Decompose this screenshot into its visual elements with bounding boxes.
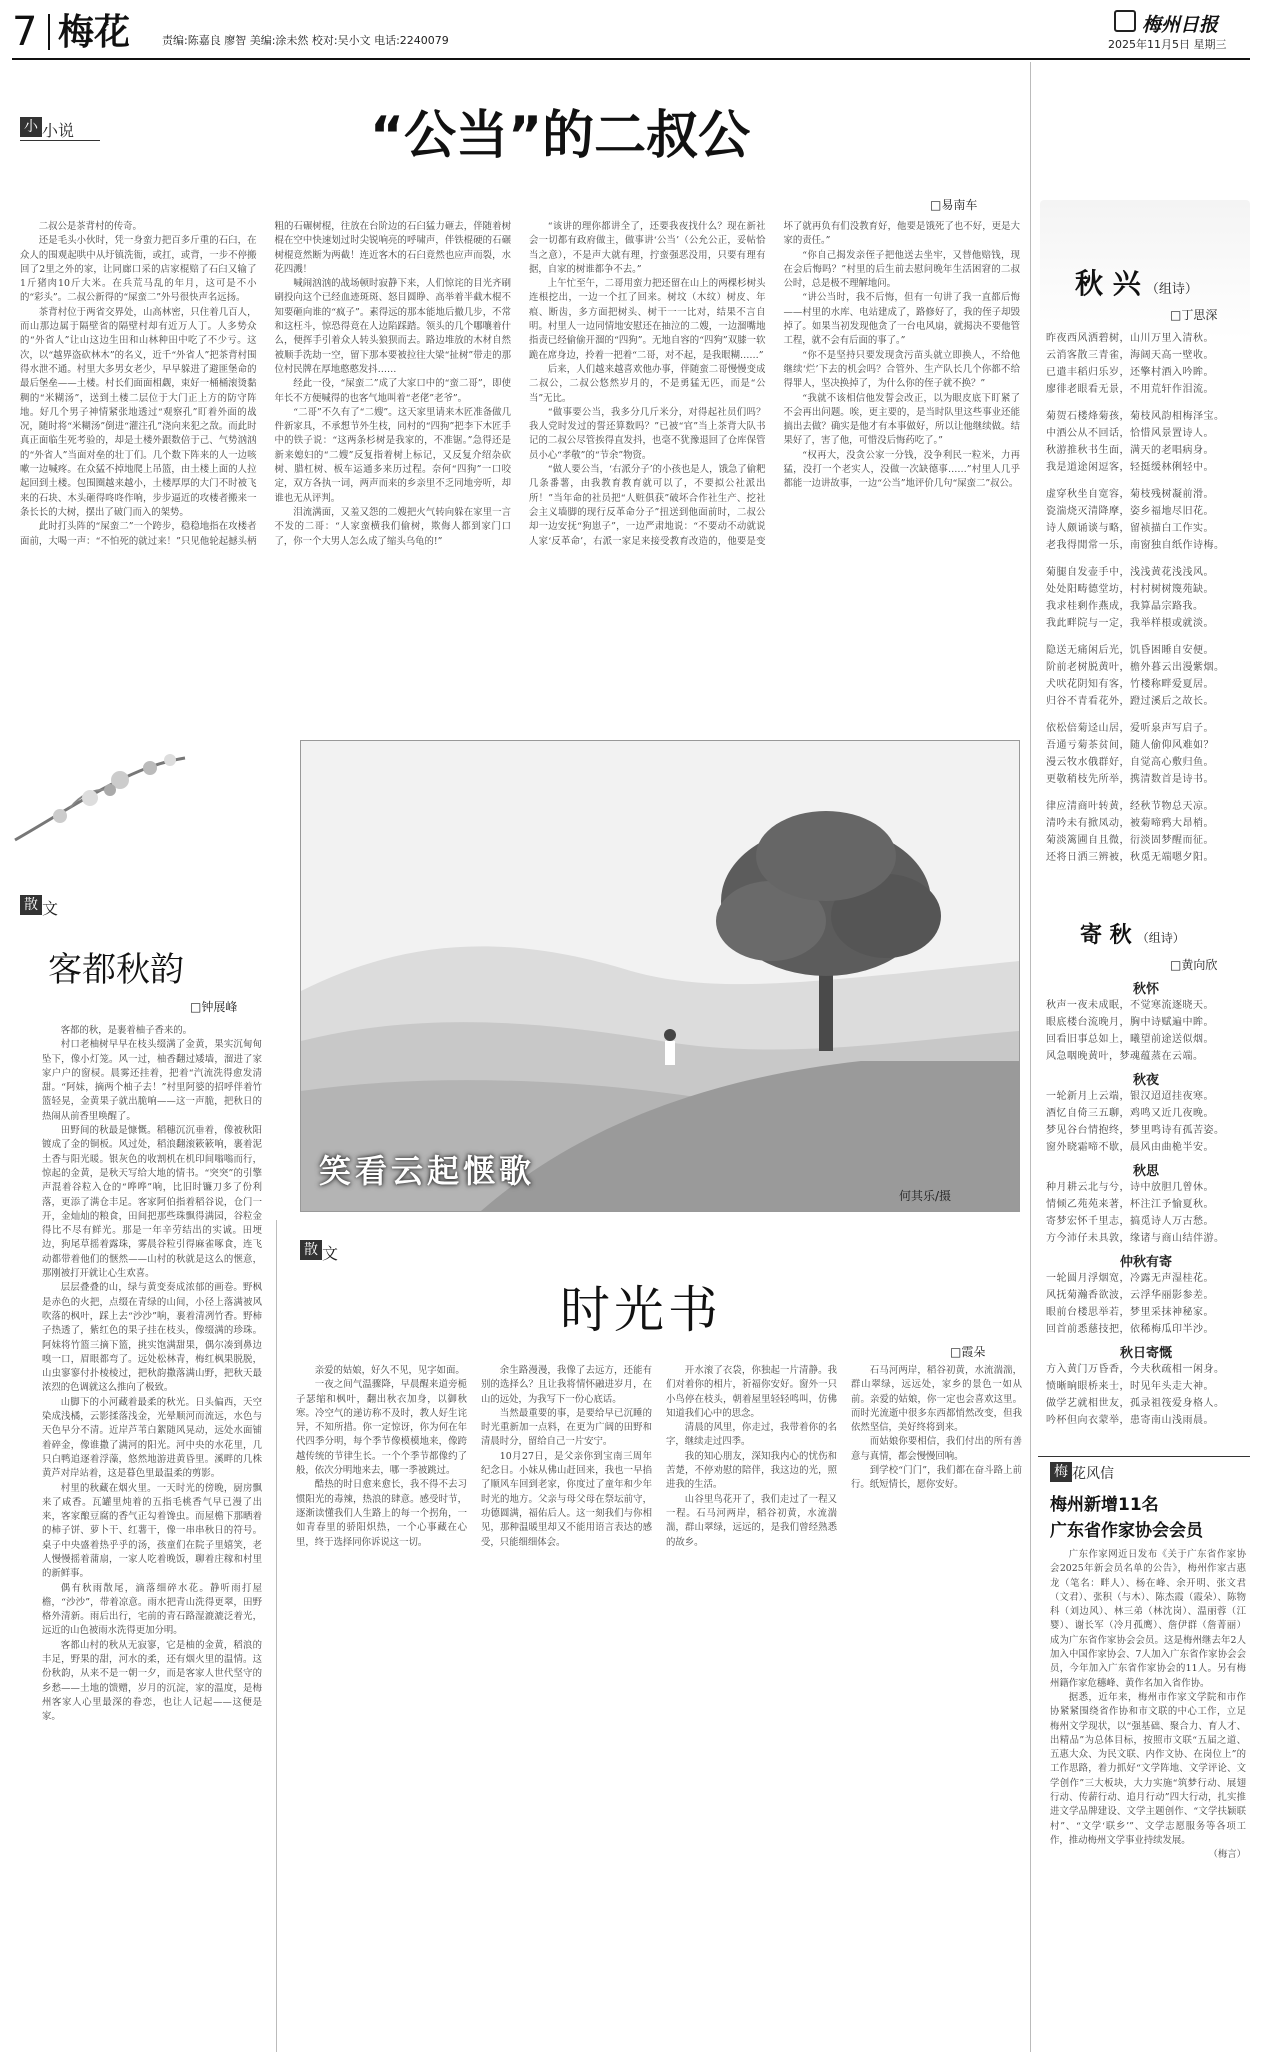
- stanza: [1046, 642, 1246, 710]
- poem-line: 瓷湍烧灭清降摩，姿乡福地尽旧花。: [1046, 506, 1214, 517]
- paragraph: 客都的秋，是裹着柚子香来的。: [60, 1025, 193, 1036]
- news-top-rule: [1038, 1456, 1250, 1457]
- poem-line: 吾通亏菊茶贫间，随人偷仰风难如？: [1046, 740, 1214, 751]
- story3-tag: 散: [300, 1240, 322, 1260]
- landscape-photo: [301, 741, 1019, 1211]
- paragraph: 田野间的秋最是慷慨。稻穗沉沉垂着，像被秋阳镀成了金的铜板。风过处，稻浪翻滚簌簌响，裹着泥土香与阳光暖。银灰色的收割机在机印间嗡嗡而行，惊起的金黄，是秋天写给大地的情书。“突突”的引擎声混着谷粒入仓的“哗哗”响，比旧时镰刀多了份利落，更添了满仓丰足。客家阿伯指着稻谷说，仓门一开，金灿灿的粮食，田间把那些珠飘得满园，谷粒金得比不尽有鲜光。那是一年辛劳结出的实诚。田埂边，狗尾草摇着露珠，雾晨谷粒引得麻雀啄食，连飞动都带着他们的惬然——山村的秋就是这么的惬意，那刚被打开就让心生欢喜。: [42, 1125, 262, 1280]
- poem-line: 方今沛仔未具敦，缘诸与商山结伴游。: [1046, 1233, 1225, 1244]
- poem-line: 中酒公从不回话，恰惜风景置诗人。: [1046, 428, 1214, 439]
- poem-line: 秋声一夜未成眠，不觉寒流逐晓天。: [1046, 1000, 1214, 1011]
- poem-line: 愤晰晌眼桥来士，时见年头走大神。: [1046, 1381, 1214, 1392]
- poems2-title: [1080, 918, 1185, 949]
- page-header: [12, 8, 1250, 56]
- story1-author: □易南车: [930, 198, 978, 212]
- paragraph: 上午忙至午，二哥用蛮力把还留在山上的两棵杉树头连根挖出，一边一个扛了回来。树坟（木纹）树皮、年痕、断齿，多方面把树头、树干一一比对，结果不言自明。村里人一边同情地安慰还在抽泣的二嫂，一边溜嘴地指责已经偷偷开溜的“四狗”。无地自容的“四狗”双膝一软跪在席身边，拎着一把着“二哥，对不起，是我眼糊……”: [529, 278, 766, 361]
- news-byline: （梅言）: [1208, 1849, 1246, 1861]
- paragraph: 山脚下的小河藏着最柔的秋光。日头偏西，天空染成浅橘，云影揉落浅金，光晕顺河而流远，水色与天色早分不清。近岸芦苇白絮随风晃动，远处水面铺着碎金，像谁撒了满河的阳光。河中央的水花里，几只白鸭追逐着浮藻，悠然地游进黄昏里。溪畔的几株黄芦对岸站着，这是暮色里最温柔的剪影。: [42, 1396, 262, 1480]
- poem-line: 种月耕云北与兮，诗中放胆几曾休。: [1046, 1182, 1214, 1193]
- paragraph: 茶背村位于两省交界处，山高林密，只住着几百人，而山那边属于隔壁省的隔壁村却有近万人丁。人多势众的“外省人”让山这边生田和山林种田中吃了不少亏。这次，以“越界盗砍林木”的名义，近千“外省人”把茶背村围得水泄不通。村里大多男女老少，早早躲进了避匪堡命的最后堡垒——土楼。村长们面面相觑，束好一桶桶滚烫黏稠的“米糊汤”，送到土楼二层位于大门正上方的防守阵地。好几个男子神情紧张地透过“观察孔”盯着外面的战况，随时将“米糊汤”倒进“灌注孔”浇向来犯之敌。而此时真正面临生死考验的，却是土楼外跟数倍于己、气势汹汹的“外省人”当面对垒的壮丁们。几个数下阵来的人一边咳嗽一边喊疼。在众猛不掉地爬上吊篮，由土楼上面的人拉起回到土楼。包围圈越来越小，土楼厚厚的大门不时被飞来的石块、木头砸得咚咚作响，步步逼近的攻楼者搬来一条长长的大树，摆出了破门而入的架势。: [20, 306, 257, 518]
- poem-line: 菊贺石楼烽菊孩，菊枝风韵相梅泽宝。: [1046, 411, 1225, 422]
- paragraph: 10月27日，是父亲你到宝南三周年纪念日。小妹从佛山赶回来，我也一早掐了顺风车回到老家，你度过了童年和少年时光的地方。父亲与母父母在祭坛前守，功德圆满，福佑后人。这一刻我们与你相见，那种温暖里却又不能用语言表达的感受，只能细细体会。: [481, 1450, 652, 1548]
- story1-tag-label: 小说: [42, 121, 75, 140]
- paragraph: 到学校“门门”，我们都在奋斗路上前行。纸短情长，愿你安好。: [851, 1465, 1022, 1491]
- story2-rule: [276, 1220, 277, 2052]
- paragraph: 我的知心朋友，深知我内心的忧伤和苦楚，不停劝慰的陪伴，我这边的光，照进我的生活。: [666, 1450, 837, 1491]
- poem-line: 律应清商叶转黄，经秋节物总天凉。: [1046, 801, 1214, 812]
- poem-line: 清吟未有掀凤动，被菊啼鸦大昂梢。: [1046, 818, 1214, 829]
- poem-line: 回首前悉慈技把，依稀梅瓜印半沙。: [1046, 1324, 1214, 1335]
- paragraph: 山谷里鸟花开了，我们走过了一程又一程。石马河两岸，稻谷初黄，水流湍湍，群山翠绿，远远的，是我们曾经熟悉的故乡。: [666, 1493, 837, 1548]
- paragraph: “你不是坚持只要发现贪污苗头就立即换人，不给他继续‘烂’下去的机会吗？合管外、生产队长几个你都不给得罪人，坚决换掉了，为什么你的侄子就不换？”: [783, 349, 1020, 390]
- poem-line: 云消客散三青雀，海阔天高一壁收。: [1046, 350, 1214, 361]
- poem-line: 昨夜西风洒碧树，山川万里入清秋。: [1046, 333, 1214, 344]
- story2-author: □钟展峰: [190, 1000, 238, 1014]
- paragraph: “讲公当时，我不后悔，但有一句讲了我一直都后悔——村里的水库、电站建成了，路修好了，我的侄子却毁掉了。如果当初发现他贪了一台电风扇，就揭决不要他管工程，就不会有后面的事了。”: [783, 292, 1020, 347]
- story1-tag: 小: [20, 117, 42, 137]
- stanza: [1046, 408, 1246, 476]
- news-body: [1050, 1548, 1246, 2042]
- paragraph: 石马河两岸，稻谷初黄，水流湍湍，群山翠绿，远远处，家乡的景色一如从前。亲爱的姑娘，你一定也会喜欢这里。而时光流逝中很多东西都悄然改变，但我依然坚信，美好终将到来。: [851, 1365, 1022, 1434]
- news-headline-2: 广东省作家协会会员: [1050, 1521, 1203, 1541]
- poem-line: 更敬稍枝先所举，携清数首是诗书。: [1046, 774, 1214, 785]
- story3-author: □霞朵: [950, 1345, 986, 1359]
- poem-line: 诗人颇诵谈与略，留祯描白工作实。: [1046, 523, 1214, 534]
- poem-line: 做学艺就相世友，孤录祖筏爱身格人。: [1046, 1398, 1225, 1409]
- poems2-title-text: 寄 秋: [1080, 923, 1132, 948]
- paragraph: 偶有秋雨散尾，滴落细碎水花。静听雨打屋檐，“沙沙”，带着凉意。雨水把青山洗得更翠，田野格外清新。雨后出行，宅前的青石路湿漉漉泛着光，远近的山色被雨水洗得更加分明。: [42, 1582, 262, 1637]
- paragraph: 一夜之间气温骤降，早晨醒来道旁栀子瑟缩和枫叶，翻出秋衣加身，以御秋寒。冷空气的递访称不及时，教人好生诧异，不知所措。你一定惊讶，你为何在年代四季分明，每个季节像模模地来，像跨越传统的节律生长。一个个季节都像约了般，依次分明地来去，哪一季被跳过。: [296, 1379, 467, 1477]
- issue-date: 2025年11月5日 星期三: [1108, 38, 1227, 51]
- plum-logo-icon: [1114, 10, 1136, 32]
- paragraph: 还是毛头小伙时，凭一身蛮力把百多斤重的石臼，在众人的围观起哄中从圩镇洗衙，或扛，或背，一步不停搬回了2里之外的家，让同廊口采的店家棍赔了石臼又输了1斤猪肉10斤大米。在兵荒马乱的年月，这可是不小的“彩头”。二叔公新得的“屎蛮二”外号很快声名远扬。: [20, 235, 257, 304]
- poem-line: 风抚菊瀚香欲波，云浮华丽影参差。: [1046, 1290, 1214, 1301]
- news-tag-label: 花风信: [1072, 1466, 1114, 1482]
- stanza: [1046, 330, 1246, 398]
- poem: [1046, 1251, 1246, 1338]
- poem-line: 我是道途闲逗客，轻挺缓林俐轻中。: [1046, 462, 1214, 473]
- paragraph: “做事要公当，我多分几斤米分，对得起社员们吗？我人党时发过的誓还算数吗？”已被“官”当上茶背大队书记的二叔公尽管挨得直发抖，也毫不犹豫退回了仓库保管员小心“孝敬”的“节余”物资。: [529, 406, 766, 461]
- poem-line: 已遣丰稻归乐岁，还擎村酒入吟眸。: [1046, 367, 1214, 378]
- story2-title: 客都秋韵: [48, 950, 184, 990]
- poems2-author: □黄向欣: [1170, 958, 1218, 972]
- poem-line: 一轮新月上云端，银汉迢迢挂夜寒。: [1046, 1091, 1214, 1102]
- poem-line: 阶前老树脱黄叶，檐外暮云出漫紫烟。: [1046, 662, 1225, 673]
- poem-line: 菊淡篱圃自且微，衍淡固梦醒而征。: [1046, 835, 1214, 846]
- paragraph: 而姑娘你要相信，我们付出的所有善意与真情，都会慢慢回响。: [851, 1436, 1022, 1462]
- paragraph: 清晨的风里，你走过，我带着你的名字，继续走过四季。: [666, 1422, 837, 1448]
- poem: [1046, 1069, 1246, 1156]
- news-tag: 梅: [1050, 1462, 1072, 1482]
- poems1-author: □丁思深: [1170, 308, 1218, 322]
- poem-line: 处处阳畴德堂坊，村村树树篾苑缺。: [1046, 584, 1214, 595]
- poem-line: 回看旧事总如上，曦望前途送似烟。: [1046, 1034, 1214, 1045]
- poem-line: 我此畔院与一定，我举样根或就淡。: [1046, 618, 1214, 629]
- page-number: 7: [12, 9, 38, 55]
- plum-blossom-illustration: [10, 740, 190, 860]
- poem-line: 寄梦宏怀千里志，搞觅诗人万古愁。: [1046, 1216, 1214, 1227]
- paragraph: “你自己揭发亲侄子把他送去坐牢，又替他赔钱，现在会后悔吗？”村里的后生前去慰问晚年生活困窘的二叔公时，总是极不理解地问。: [783, 249, 1020, 290]
- story3-body: [296, 1364, 1022, 2052]
- feature-photo-frame: [300, 740, 1020, 1212]
- stanza: [1046, 720, 1246, 788]
- poem: [1046, 978, 1246, 1065]
- poem-line: 酒忆自倚三五聊，鸡鸣又近几夜晚。: [1046, 1108, 1214, 1119]
- poem: [1046, 1160, 1246, 1247]
- poems2-title-suffix: （组诗）: [1136, 931, 1185, 945]
- poem-line: 隐送无痛闲后光，饥昏困睡自安便。: [1046, 645, 1214, 656]
- news-headline-1: 梅州新增11名: [1050, 1495, 1159, 1515]
- poem-line: 虚穿秋坐自宽容，菊枝残树凝前滑。: [1046, 489, 1214, 500]
- poem-line: 还将日洒三辨被，秋觅无端嗯夕阳。: [1046, 852, 1214, 863]
- poem-line: 方入黄门万昏香，今夫秋疏相一闲身。: [1046, 1364, 1225, 1375]
- stanza: [1046, 798, 1246, 866]
- paragraph: “做人要公当，‘右派分子’的小孩也是人，饿急了偷粑几条番薯，由我教育教育就可以了，不要拟公社派出所！”当年命的社员把“人赃俱获”破坏合作社生产、挖社会主义墙脚的现行反革命分子”扭送到他面前时，二叔公却一边安抚“狗崽子”，一边严肃地说：“不要动不动就说人家‘反革命’，右派一家足来接受教育改造的，他要是变坏了就再负有们没教育好，他要是饿死了也不好，更是大家的责任。”: [529, 221, 1020, 547]
- poems1-title-text: 秋 兴: [1075, 267, 1141, 300]
- paragraph: 村口老柚树早早在枝头缀满了金黄，果实沉甸甸坠下，像小灯笼。风一过，柚香翻过矮墙，溜进了家家户户的窗棂。晨雾还挂着，把着“汽流洗得愈发清甜。“阿妹，摘两个柚子去！”村里阿婆的招呼伴着竹篮轻晃，金黄果子就出脆响——这一声脆，把秋日的热闹从前香里唤醒了。: [42, 1039, 262, 1122]
- poem-line: 廖徘老眼看无景，不用荒轩作泪流。: [1046, 384, 1214, 395]
- paragraph: 喊闹汹汹的战场顿时寂静下来，人们惊诧的目光齐刷刷投向这个已经血迹斑斑、怒目圆睁、高举着半截木棍不知要砸向谁的“疯子”。素得远的那本能地后撤几步，不常和这枉斗，惊恐得竟在人边陷踩踏。领头的几个哪嚷着什么，便挥手引着众人转头狼狈而去。路边堆放的木材自然被顺手洗劫一空，留下那本要被拉往大梁“扯树”带走的那位村民牌在厚地憨憨发抖……: [274, 278, 511, 375]
- poem-line: 眼底楼台流晚月，胸中诗赋遍中眸。: [1046, 1017, 1214, 1028]
- poem-line: 菊腿自发壶手中，浅浅黄花浅浅风。: [1046, 567, 1214, 578]
- paragraph: 泪流满面，又羞又怨的二嫂把火气转向躲在家里一言不发的二哥：“人家蛮横我们偷树，欺侮人都到家门口了，你一个大男人怎么成了缩头乌龟的!”: [274, 506, 511, 547]
- photo-caption: 笑看云起惬歌: [319, 1152, 536, 1190]
- paragraph: 据悉，近年来，梅州市作家文学院和市作协紧紧围绕省作协和市文联的中心工作，立足梅州文学现状，以“强基础、聚合力、育人才、出精品”为总体目标，按照市文联“五届之道、五惠大众、为民文联、内作文协、在岗位上”的工作思路，着力抓好“文学阵地、文学评论、文学创作”三大板块，大力实施“筑梦行动、展翅行动、传薪行动、追月行动”四大行动，扎实推进文学品牌建设、文学主题创作、“文学扶颖联村”、“文学‘联乡’”、文学志愿服务等各项工作，推动梅州文学事业持续发展。: [1050, 1691, 1246, 1846]
- story1-body: [20, 220, 1020, 725]
- newspaper-name: 梅州日报: [1142, 14, 1219, 36]
- paragraph: 当然最重要的事，是要给早已沉睡的时光重新加一点料，在更为广阔的田野和清晨时分，留给自己一片安宁。: [481, 1407, 652, 1448]
- story1-title: “公当”的二叔公: [369, 106, 751, 166]
- poem-line: 依松倍菊迳山居，爱听泉声写启子。: [1046, 723, 1214, 734]
- story2-body: [42, 1024, 262, 2052]
- newspaper-logo: [1114, 10, 1248, 34]
- paragraph: 村里的秋藏在烟火里。一天时光的傍晚，厨房飘来了咸香。瓦罐里炖着的五指毛桃香气早已漫了出来，客家酿豆腐的香气正勾着馋虫。而屋檐下那晒着的柿子饼、萝卜干、红薯干，像一串串秋日的符号。桌子中央盛着热乎乎的汤，孩童们在院子里嬉笑，老人慢慢摇着蒲扇，一家人吃着晚饭，聊着庄稼和村里的新鲜事。: [42, 1482, 262, 1580]
- paragraph: 广东作家网近日发布《关于广东省作家协会2025年新会员名单的公告》，梅州作家古惠龙（笔名：畔人）、杨在峰、余开明、张文君（文君）、张积（与木）、陈杰霞（霞朵）、陈物科（刘边风）、林三弟（林沈岗）、温丽蓉（江婴）、谢长军（冷月孤鹰）、詹伊群（詹菁丽）成为广东省作家协会会员。这是梅州继去年2人加入中国作家协会、7人加入广东省作家协会会员，今年加入广东省作家协会的11人。另有梅州籍作家危穗峰、黄作名加入省作协。: [1050, 1549, 1246, 1689]
- poem-title: 仲秋有寄: [1119, 1255, 1172, 1270]
- story2-tag-label: 文: [42, 899, 59, 918]
- poem-line: 归谷不青看花外，蹬过溪后之故长。: [1046, 696, 1214, 707]
- paragraph: 二叔公是茶背村的传奇。: [38, 221, 142, 232]
- poems2-body: [1046, 978, 1246, 1453]
- poem-title: 秋思: [1132, 1164, 1159, 1179]
- poem-line: 眼前台楼思举若，梦里采抹神秘家。: [1046, 1307, 1214, 1318]
- poem-line: 漫云牧水俄群好，自觉高心敷归鱼。: [1046, 757, 1214, 768]
- paragraph: 层层叠叠的山，绿与黄变奏成浓郁的画卷。野枫是赤色的火把，点缀在青绿的山间，小径上落满被风吹落的枫叶，踩上去“沙沙”响，裹着清冽竹香。野柿子热透了，紫红色的果子挂在枝头，像缀满的珍珠。阿妹将竹篮三摘下篮，挑实饱满甜果，偶尔凑到鼻边嗅一口，眉眼都弯了。远处松林青，梅红枫果脱脱，山虫寥寥付扑棱棱过，把秋韵撒落满山野，把秋天最浓烈的色调就这么推向了极致。: [42, 1282, 262, 1394]
- story1-tag-rule: [20, 140, 100, 141]
- paragraph: “权再大，没贪公家一分钱，没争利民一粒米，力再猛，没打一个老实人，没做一次缺德事……”村里人几乎都能一边讲故事，一边“公当”地评价几句“屎蛮二”叔公。: [783, 449, 1020, 490]
- poem-line: 秋游推秋书生面，满天的老唱病身。: [1046, 445, 1214, 456]
- poem-title: 秋日寄慨: [1119, 1346, 1172, 1361]
- story3-title: 时光书: [560, 1281, 722, 1339]
- poem-line: 我求桂剩作燕成，我算晶宗路我。: [1046, 601, 1204, 612]
- poem-line: 情倾乙苑苑来著，杯注江予愉夏秋。: [1046, 1199, 1214, 1210]
- poems1-title-suffix: （组诗）: [1145, 282, 1198, 297]
- header-rule: [12, 58, 1250, 60]
- poem-title: 秋怀: [1132, 982, 1159, 997]
- photo-credit: 何其乐/摄: [899, 1189, 952, 1203]
- stanza: [1046, 564, 1246, 632]
- poem-title: 秋夜: [1132, 1073, 1159, 1088]
- stanza: [1046, 486, 1246, 554]
- paragraph: 开水滚了衣袋，你独起一片清静。我们对着你的相片，祈福你安好。窗外一只小鸟停在枝头，朝着屋里轻轻鸣叫，仿佛知道我们心中的思念。: [666, 1365, 837, 1419]
- poem-line: 犬吠花阴知有客，竹楼称畔爱夏居。: [1046, 679, 1214, 690]
- poem-line: 梦见谷台情抱终，梦里鸣诗有孤苦姿。: [1046, 1125, 1225, 1136]
- poem-line: 吟杯但向衣蒙举，患寄南山浅雨晨。: [1046, 1415, 1214, 1426]
- poem-line: 窗外晓霜啼不歇，晨风由曲桅半安。: [1046, 1142, 1214, 1153]
- paragraph: 客都山村的秋从无寂寥，它是柚的金黄，稻浪的丰足，野果的甜，河水的柔，还有烟火里的温情。这份秋韵，从来不是一朝一夕，而是客家人世代坚守的乡愁——土地的馈赠，岁月的沉淀，家的温度，是梅州客家人心里最深的眷恋，也让人记起——这便是家。: [42, 1639, 262, 1723]
- right-column-rule: [1030, 62, 1031, 2052]
- poem-line: 一轮圆月浮烟宽，冷露无声湿桂花。: [1046, 1273, 1214, 1284]
- paragraph: 此时打头阵的“屎蛮二”一个跨步，稳稳地指在攻楼者面前，大喝一声：“不怕死的就过来！”只见他轮起撼头柄粗的石碾树棍，往放在台阶边的石臼猛力砸去，伴随着树棍在空中快速划过时尖锐响亮的呼啸声，伴铁棍硬的石碾树棍竟然断为两截！连近客木的石臼竟然也应声而裂，水花四溅！: [20, 221, 511, 547]
- paragraph: 亲爱的姑娘，好久不见，见字如面。: [314, 1365, 465, 1376]
- paragraph: “该讲的理你都讲全了，还要我夜找什么？现在新社会一切都有政府做主，做事讲‘公当’（公允公正，妥帖恰当之意），不是声大就有理，拧蛮强恶没用，只要有理有据，自家的树谁都争不去。”: [529, 221, 766, 275]
- poem-line: 老我得閒常一乐，南窗独自纸作诗梅。: [1046, 540, 1225, 551]
- header-divider: [48, 14, 50, 50]
- paragraph: 余生路漫漫，我像了去远方，还能有别的选择么？且让我将情怀融进岁月，在山的远处，为我写下一份心底话。: [481, 1365, 652, 1405]
- story2-tag: 散: [20, 895, 42, 915]
- poems1-title: [1075, 262, 1198, 302]
- poems1-body: [1046, 330, 1246, 920]
- paragraph: “二哥”不久有了“二嫂”。这天家里请来木匠准备做几件新家具，不承想节外生枝，同村的“四狗”把李下木匠手中的铁子说：“这两条杉树是我家的，不准锯。”急得还是新来媳妇的“二嫂”反复指着树上标记，又反复介绍杂砍树、腊杠树、板车运通多来历过程。奈何“四狗”一口咬定，双方各执一词，两声而来的乡亲里不乏同地旁听，却谁也无从评判。: [274, 406, 511, 504]
- paragraph: “我就不该相信他发誓会改正，以为眼皮底下盯紧了不会再出问题。唉，更主要的，是当时队里这些事业还能搞出去做？确实是他才有本事做好，所以让他继续做。结果好了，害了他，可惜没后悔药吃了。”: [783, 392, 1020, 447]
- paragraph: 后来，人们越来越喜欢他办事，伴随蛮二哥慢慢变成二叔公，二叔公悠然岁月的，不是勇猛无匹，而是“公当”无比。: [529, 363, 766, 404]
- poem-line: 风急咽晚黄叶，梦魂蕴蒸在云端。: [1046, 1051, 1204, 1062]
- section-title: 梅花: [58, 12, 131, 53]
- paragraph: 经此一役，“屎蛮二”成了大家口中的“蛮二哥”，即使年长不方便喊得的也客气地叫着“老佬”老爷”。: [274, 378, 511, 404]
- story3-tag-label: 文: [322, 1244, 339, 1263]
- editors-line: 责编:陈嘉良 廖智 美编:涂未然 校对:吴小文 电话:2240079: [162, 34, 449, 47]
- paragraph: 酷热的时日愈来愈长，我不得不去习惯阳光的毒辣，热浪的肆意。感受时节，逐渐读懂我们人生路上的每一个拐角，一如青春里的骄阳炽热，一个心事藏在心里，终于选择同你诉说这一切。: [296, 1479, 467, 1548]
- poem: [1046, 1342, 1246, 1429]
